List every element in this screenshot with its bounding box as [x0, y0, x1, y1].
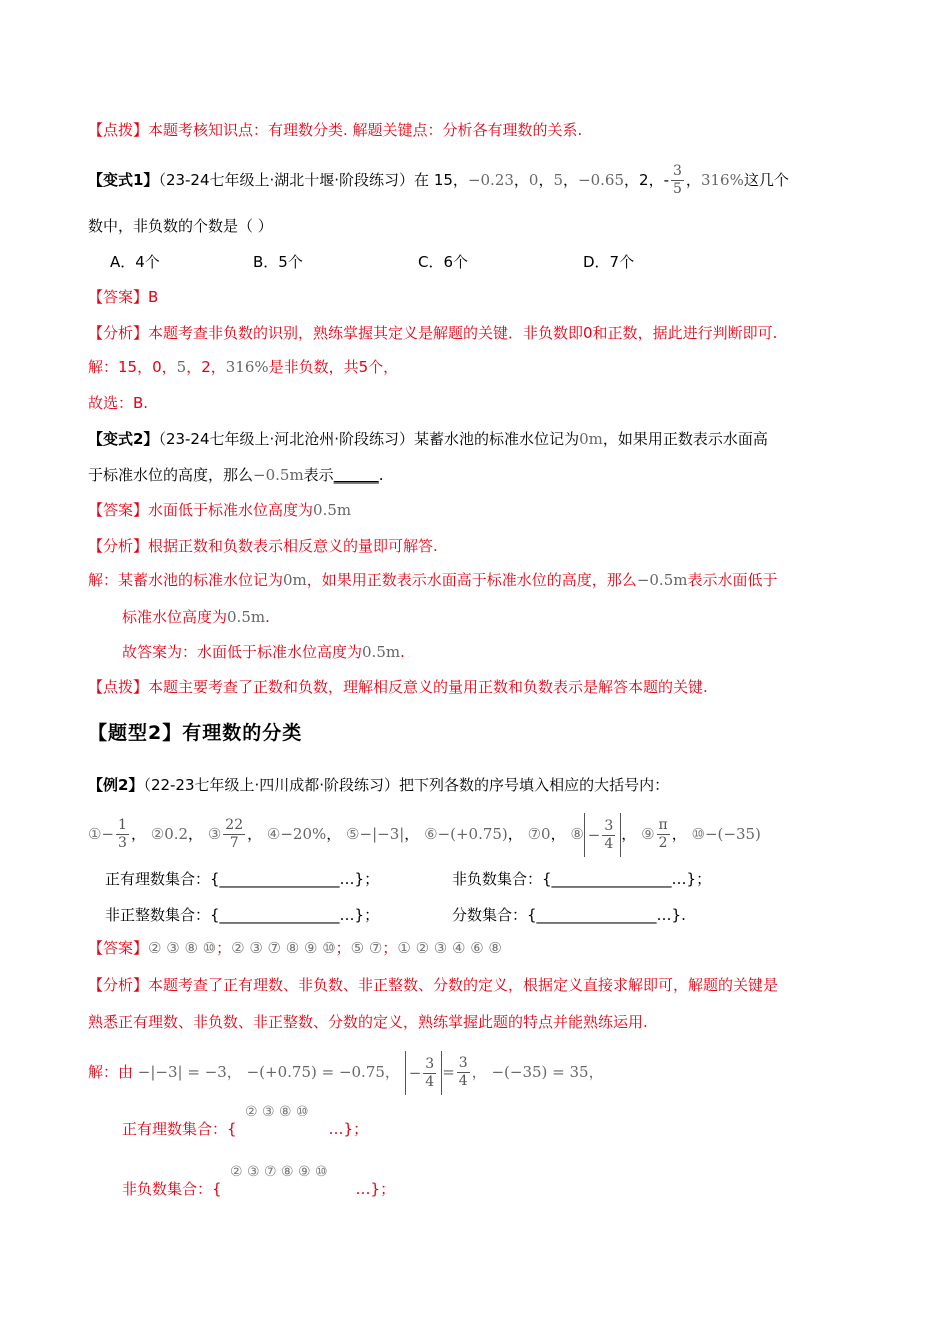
fraction-3-5: [671, 163, 684, 198]
frac-num: 3: [673, 163, 682, 179]
number-5: 5: [553, 171, 564, 189]
circled-8: ⑧: [570, 825, 584, 843]
sep: ，: [513, 171, 529, 189]
example2-solution-equations: 解：由 −|−3| = −3， −(+0.75) = −0.75， − $\frac{3}{4}$ = $\frac{3}{4}$ ， −(−35) = 35，: [88, 1050, 604, 1094]
variant2-question-line2: [88, 464, 383, 486]
sol-part: 解：某蓄水池的标准水位记为: [88, 571, 284, 589]
set-fraction: 分数集合：{________________…}.: [452, 906, 686, 924]
sep: ；: [382, 939, 398, 957]
answer-group-3: ⑤ ⑦: [350, 939, 383, 957]
variant1-analysis: [88, 322, 777, 344]
variant2-question: [88, 428, 768, 450]
set-end: …}；: [328, 1120, 369, 1138]
equation-3-abs: − $\frac{3}{4}$: [405, 1051, 443, 1095]
circled-7: ⑦: [527, 825, 542, 843]
item-6: −(+0.75): [437, 825, 508, 843]
variant2-solution-line2: [122, 606, 270, 628]
circled-2: ②: [150, 825, 165, 843]
tip-line-1: [88, 119, 582, 141]
answer-group-2: ② ③ ⑦ ⑧ ⑨ ⑩: [231, 939, 336, 957]
circled-1: ①: [88, 825, 102, 843]
sol-part: 故答案为：水面低于标准水位高度为: [122, 643, 363, 661]
frac-num: 22: [225, 817, 244, 833]
tip-text: 本题主要考查了正数和负数，理解相反意义的量用正数和负数表示是解答本题的关键.: [148, 678, 708, 696]
frac-num: 3: [604, 817, 614, 834]
equation-1: −|−3| = −3，: [137, 1063, 242, 1081]
example2-items: ①− $\frac{1}{3}$ ， ②0.2， ③ $\frac{22}{7}$ ， ④−20%， ⑤−|−3|， ⑥−(+0.75)， ⑦0， ⑧ − $\frac{3}{4}$ ， ⑨ $\frac{\pi}{2}$ ， ⑩−(−35): [88, 812, 761, 856]
circled-5: ⑤: [346, 825, 360, 843]
sol-part: .: [265, 608, 270, 626]
frac-den: 5: [673, 181, 682, 197]
answer-tag: 【答案】: [88, 288, 149, 306]
tip-text: 本题考核知识点：有理数分类. 解题关键点：分析各有理数的关系.: [148, 121, 583, 139]
solution-math: 316%: [225, 358, 269, 376]
equation-4: −(−35) = 35，: [491, 1063, 604, 1081]
q-part: 于标准水位的高度，那么: [88, 466, 254, 484]
answer-tag: 【答案】: [88, 939, 149, 957]
set-label: 非负数集合：{: [122, 1180, 222, 1198]
analysis-text: 本题考查了正有理数、非负数、非正整数、分数的定义，根据定义直接求解即可，解题的关键是: [148, 976, 779, 994]
circled-6: ⑥: [424, 825, 438, 843]
answer-tag: 【答案】: [88, 501, 149, 519]
option-d: D．7个: [583, 253, 635, 271]
sep: ，-: [648, 171, 669, 189]
number-neg-023: −0.23: [467, 171, 514, 189]
section-title: 【题型2】有理数的分类: [88, 722, 303, 744]
eq3-right-fraction: [457, 1055, 470, 1090]
frac-den: 4: [458, 1073, 468, 1089]
variant1-answer: [88, 286, 158, 308]
math-0m: 0m: [579, 430, 603, 448]
sep: ；: [216, 939, 232, 957]
sep: ；: [335, 939, 351, 957]
circled-4: ④: [266, 825, 281, 843]
example2-source: （22-23七年级上·四川成都·阶段练习）把下列各数的序号填入相应的大括号内：: [143, 776, 670, 794]
number-316pct: 316%: [700, 171, 744, 189]
variant2-tail: ，如果用正数表示水面高: [602, 430, 768, 448]
set-positive-rational: 正有理数集合：{________________…}；: [105, 870, 380, 888]
answer-group-4: ① ② ③ ④ ⑥ ⑧: [397, 939, 502, 957]
example2-analysis: [88, 974, 778, 996]
q-part: 表示: [303, 466, 334, 484]
circled-3: ③: [207, 825, 222, 843]
variant1-tail: 这几个: [743, 171, 789, 189]
sol-math: 0.5m: [227, 608, 266, 626]
item-8-fraction: [602, 818, 615, 853]
item-5: −|−3|: [359, 825, 405, 843]
set-non-positive-integer: 非正整数集合：{________________…}；: [105, 906, 380, 924]
example2-tag: 【例2】: [88, 776, 144, 794]
option-a: A．4个: [110, 253, 160, 271]
item-1-fraction: [116, 817, 129, 852]
number-0: 0: [528, 171, 539, 189]
number-15: 15，: [433, 171, 468, 189]
frac-den: 2: [658, 835, 668, 851]
sol-part: ，如果用正数表示水面高于标准水位的高度，那么: [306, 571, 637, 589]
sol-part: 标准水位高度为: [122, 608, 228, 626]
variant2-tag: 【变式2】: [88, 430, 159, 448]
sol-math: 0.5m: [362, 643, 401, 661]
tip-tag: 【点拨】: [88, 678, 149, 696]
math-neg05m: −0.5m: [253, 466, 304, 484]
item-4: −20%: [280, 825, 327, 843]
answer-blank: ______: [333, 466, 379, 484]
option-b: B．5个: [253, 253, 303, 271]
solution-math: 5: [176, 358, 187, 376]
answer-text: 水面低于标准水位高度为: [148, 501, 314, 519]
nonneg-set-line: [122, 1178, 395, 1200]
item-7: 0: [541, 825, 551, 843]
example2-analysis-line2: 熟悉正有理数、非负数、非正整数、分数的定义，熟练掌握此题的特点并能熟练运用.: [88, 1013, 648, 1031]
item-9-fraction: [657, 817, 670, 852]
sep: ，: [538, 171, 554, 189]
variant2-analysis: [88, 535, 438, 557]
example2-answer: [88, 937, 502, 959]
set-non-negative: 非负数集合：{________________…}；: [452, 870, 712, 888]
option-c: C．6个: [418, 253, 469, 271]
tip-tag: 【点拨】: [88, 121, 149, 139]
positive-set-members: ② ③ ⑧ ⑩: [245, 1104, 309, 1120]
number-neg-065: −0.65: [578, 171, 625, 189]
variant1-solution: [88, 356, 398, 378]
variant2-answer: [88, 499, 351, 521]
item-10: −(−35): [704, 825, 761, 843]
frac-num: 1: [118, 817, 127, 833]
solution-part: 是非负数，共5个，: [268, 358, 399, 376]
frac-den: 7: [229, 835, 239, 851]
item-3-fraction: [223, 817, 245, 852]
frac-den: 4: [604, 835, 614, 852]
frac-den: 4: [425, 1073, 435, 1090]
analysis-text: 根据正数和负数表示相反意义的量即可解答.: [148, 537, 438, 555]
set-label: 正有理数集合：{: [122, 1120, 237, 1138]
item-2: 0.2: [164, 825, 189, 843]
variant1-question: [88, 163, 789, 198]
answer-math: 0.5m: [313, 501, 352, 519]
variant2-tip: [88, 676, 708, 698]
answer-value: B: [148, 288, 159, 306]
frac-num: π: [658, 817, 668, 833]
variant2-conclusion: [122, 641, 405, 663]
eq3-left-fraction: [423, 1056, 436, 1091]
variant1-source: （23-24七年级上·湖北十堰·阶段练习）在: [158, 171, 430, 189]
analysis-tag: 【分析】: [88, 324, 149, 342]
frac-num: 3: [458, 1055, 468, 1071]
frac-num: 3: [425, 1055, 435, 1072]
sol-math: 0m: [283, 571, 307, 589]
sep: ，: [685, 171, 701, 189]
variant2-source: （23-24七年级上·河北沧州·阶段练习）某蓄水池的标准水位记为: [158, 430, 580, 448]
answer-group-1: ② ③ ⑧ ⑩: [148, 939, 217, 957]
solution-part: ，2，: [186, 358, 226, 376]
set-end: …}；: [355, 1180, 396, 1198]
sol-math: −0.5m: [636, 571, 688, 589]
solution-part: 解：15，0，: [88, 358, 177, 376]
item-8-abs: − $\frac{3}{4}$: [584, 813, 622, 857]
sol-part: .: [400, 643, 405, 661]
q-part: .: [378, 466, 384, 484]
analysis-tag: 【分析】: [88, 976, 149, 994]
variant1-question-line2: 数中，非负数的个数是（ ）: [88, 217, 273, 235]
variant1-choice: 故选：B.: [88, 394, 149, 412]
variant2-solution: [88, 569, 777, 591]
positive-set-line: [122, 1118, 368, 1140]
circled-10: ⑩: [691, 825, 705, 843]
solution-prefix: 解：由: [88, 1063, 134, 1081]
number-2: 2: [639, 171, 649, 189]
equation-2: −(+0.75) = −0.75，: [246, 1063, 400, 1081]
analysis-text: 本题考查非负数的识别，熟练掌握其定义是解题的关键．非负数即0和正数，据此进行判断即可.: [148, 324, 778, 342]
sep: ，: [563, 171, 579, 189]
sol-part: 表示水面低于: [687, 571, 778, 589]
example2-question: [88, 774, 669, 796]
frac-den: 3: [118, 835, 127, 851]
nonneg-set-members: ② ③ ⑦ ⑧ ⑨ ⑩: [230, 1164, 328, 1180]
circled-9: ⑨: [641, 825, 655, 843]
sep: ，: [624, 171, 640, 189]
analysis-tag: 【分析】: [88, 537, 149, 555]
variant1-tag: 【变式1】: [88, 171, 159, 189]
